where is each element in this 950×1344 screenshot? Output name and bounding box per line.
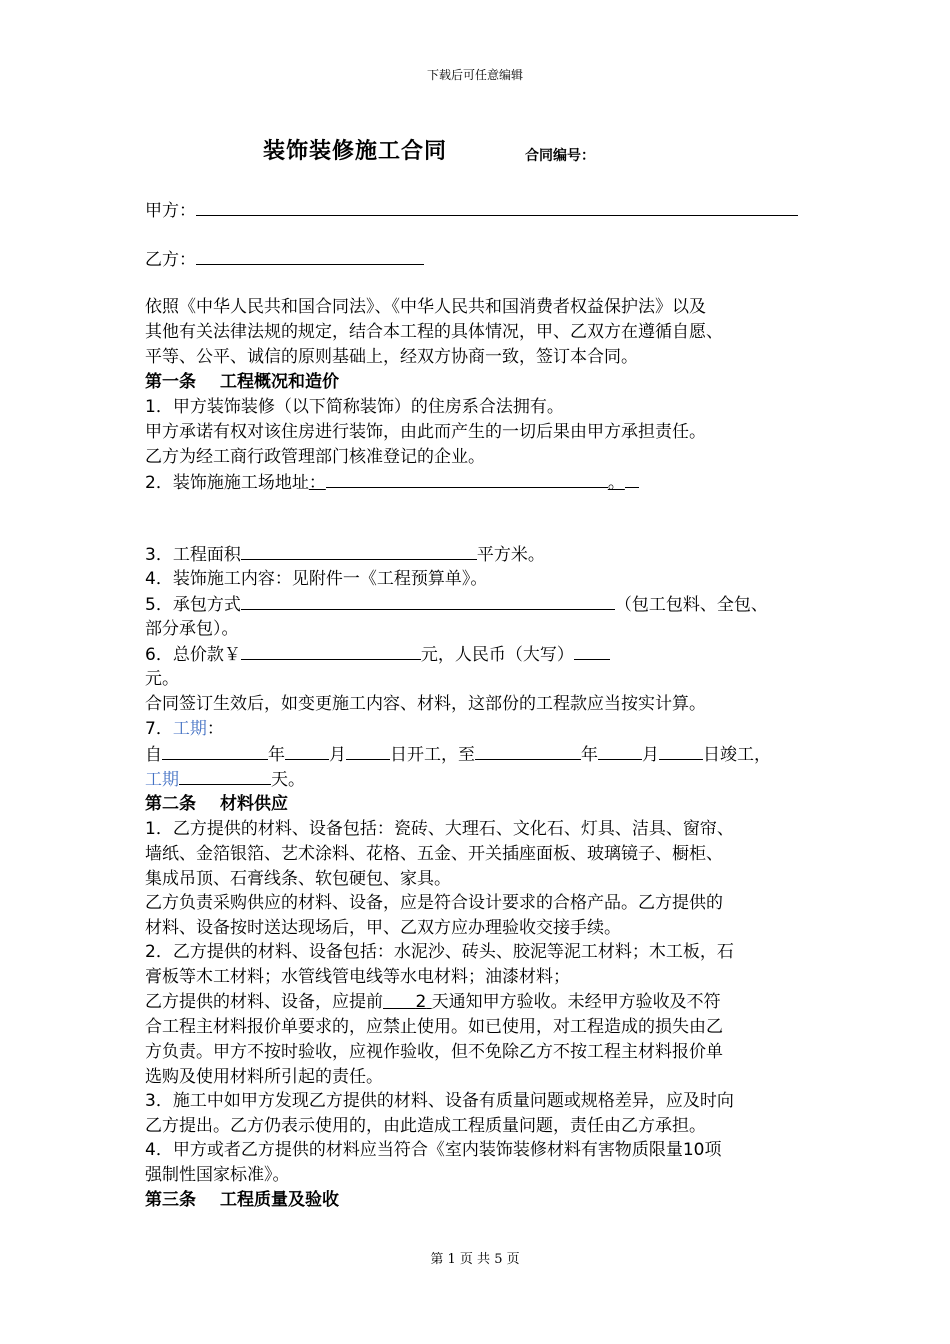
body-line: 3．施工中如甲方发现乙方提供的材料、设备有质量问题或规格差异，应及时向 bbox=[145, 1091, 734, 1111]
section-number: 第三条 bbox=[145, 1190, 196, 1210]
area-label: 3．工程面积 bbox=[145, 545, 241, 565]
section-title: 材料供应 bbox=[220, 794, 288, 814]
body-line: 1．甲方装饰装修（以下简称装饰）的住房系合法拥有。 bbox=[145, 397, 564, 417]
end-label: 日竣工， bbox=[703, 745, 771, 765]
body-line: 乙方为经工商行政管理部门核准登记的企业。 bbox=[145, 447, 485, 467]
contract-number-label: 合同编号： bbox=[525, 148, 595, 164]
period-colon: ： bbox=[206, 719, 224, 739]
contract-mode-line bbox=[145, 592, 768, 617]
body-line: 乙方负责采购供应的材料、设备，应是符合设计要求的合格产品。乙方提供的 bbox=[145, 893, 723, 913]
start-month-field[interactable] bbox=[285, 742, 329, 760]
period-label: 工期 bbox=[145, 770, 179, 790]
total-price-field[interactable] bbox=[241, 642, 421, 660]
period-dates-line bbox=[145, 742, 771, 767]
section-2-heading bbox=[145, 792, 288, 816]
body-line: 部分承包）。 bbox=[145, 619, 239, 639]
section-title: 工程概况和造价 bbox=[220, 372, 339, 392]
body-line: 1．乙方提供的材料、设备包括：瓷砖、大理石、文化石、灯具、洁具、窗帘、 bbox=[145, 819, 734, 839]
year-label: 年 bbox=[581, 745, 598, 765]
area-unit: 平方米。 bbox=[476, 545, 545, 565]
site-address-field[interactable] bbox=[326, 470, 608, 488]
body-line: 4．装饰施工内容：见附件一《工程预算单》。 bbox=[145, 569, 488, 589]
body-line: 2．乙方提供的材料、设备包括：水泥沙、砖头、胶泥等泥工材料；木工板，石 bbox=[145, 942, 734, 962]
intro-line: 依照《中华人民共和国合同法》、《中华人民共和国消费者权益保护法》以及 bbox=[145, 297, 706, 317]
party-a-field[interactable] bbox=[196, 198, 798, 216]
page-footer: 第 1 页 共 5 页 bbox=[430, 1252, 520, 1267]
days-unit: 天。 bbox=[271, 770, 305, 790]
body-line: 乙方提出。乙方仍表示使用的，由此造成工程质量问题，责任由乙方承担。 bbox=[145, 1116, 706, 1136]
notice-text: 天通知甲方验收。未经甲方验收及不符 bbox=[431, 992, 721, 1012]
body-line: 合同签订生效后，如变更施工内容、材料，这部份的工程款应当按实计算。 bbox=[145, 694, 706, 714]
party-b-label: 乙方： bbox=[145, 250, 196, 270]
section-1-heading bbox=[145, 370, 339, 394]
body-line: 合工程主材料报价单要求的，应禁止使用。如已使用，对工程造成的损失由乙 bbox=[145, 1017, 723, 1037]
section-number: 第一条 bbox=[145, 372, 196, 392]
party-b-line bbox=[145, 247, 424, 272]
contract-mode-label: 5．承包方式 bbox=[145, 595, 241, 615]
body-line: 选购及使用材料所引起的责任。 bbox=[145, 1067, 383, 1087]
site-address-label: 2．装饰施施工场地址 bbox=[145, 473, 309, 493]
start-year-field[interactable] bbox=[162, 742, 268, 760]
month-label: 月 bbox=[329, 745, 346, 765]
header-note: 下载后可任意编辑 bbox=[426, 68, 523, 82]
body-line: 强制性国家标准》。 bbox=[145, 1165, 290, 1185]
body-line: 集成吊顶、石膏线条、软包硬包、家具。 bbox=[145, 869, 451, 889]
from-label: 自 bbox=[145, 745, 162, 765]
site-address-end: 。 bbox=[607, 473, 625, 493]
intro-line: 平等、公平、诚信的原则基础上，经双方协商一致，签订本合同。 bbox=[145, 347, 638, 367]
end-day-field[interactable] bbox=[659, 742, 703, 760]
body-line: 墙纸、金箔银箔、艺术涂料、花格、五金、开关插座面板、玻璃镜子、橱柜、 bbox=[145, 844, 723, 864]
total-price-label: 6．总价款￥ bbox=[145, 645, 241, 665]
section-number: 第二条 bbox=[145, 794, 196, 814]
notice-days-value: 2 bbox=[415, 992, 427, 1012]
body-line: 4．甲方或者乙方提供的材料应当符合《室内装饰装修材料有害物质限量10项 bbox=[145, 1140, 722, 1160]
contract-mode-field[interactable] bbox=[241, 592, 615, 610]
section-3-heading bbox=[145, 1188, 339, 1212]
site-address-line bbox=[145, 470, 639, 495]
body-line: 材料、设备按时送达现场后，甲、乙双方应办理验收交接手续。 bbox=[145, 918, 621, 938]
document-title: 装饰装修施工合同 bbox=[263, 139, 448, 164]
area-field[interactable] bbox=[241, 542, 477, 560]
party-a-line bbox=[145, 198, 798, 223]
notice-days-field[interactable] bbox=[383, 992, 432, 1012]
period-days-line bbox=[145, 767, 305, 792]
party-a-label: 甲方： bbox=[145, 201, 196, 221]
start-day-field[interactable] bbox=[346, 742, 390, 760]
contract-mode-options: （包工包料、全包、 bbox=[614, 595, 768, 615]
end-year-field[interactable] bbox=[475, 742, 581, 760]
year-label: 年 bbox=[268, 745, 285, 765]
period-number: 7． bbox=[145, 719, 173, 739]
section-title: 工程质量及验收 bbox=[220, 1190, 339, 1210]
total-price-rmb-label: 元，人民币（大写） bbox=[420, 645, 574, 665]
body-line: 元。 bbox=[145, 669, 179, 689]
period-heading-line bbox=[145, 717, 224, 741]
month-label: 月 bbox=[642, 745, 659, 765]
body-line: 膏板等木工材料；水管线管电线等水电材料；油漆材料； bbox=[145, 967, 570, 987]
intro-line: 其他有关法律法规的规定，结合本工程的具体情况，甲、乙双方在遵循自愿、 bbox=[145, 322, 723, 342]
period-days-field[interactable] bbox=[179, 767, 271, 785]
area-line bbox=[145, 542, 545, 567]
site-address-tail bbox=[625, 470, 639, 488]
period-link: 工期 bbox=[172, 719, 207, 739]
party-b-field[interactable] bbox=[196, 247, 424, 265]
end-month-field[interactable] bbox=[598, 742, 642, 760]
notice-text: 乙方提供的材料、设备，应提前 bbox=[145, 992, 383, 1012]
body-line: 甲方承诺有权对该住房进行装饰，由此而产生的一切后果由甲方承担责任。 bbox=[145, 422, 706, 442]
total-price-line bbox=[145, 642, 610, 667]
notice-line bbox=[145, 990, 721, 1014]
body-line: 方负责。甲方不按时验收，应视作验收，但不免除乙方不按工程主材料报价单 bbox=[145, 1042, 723, 1062]
total-price-rmb-field[interactable] bbox=[574, 642, 610, 660]
start-label: 日开工，至 bbox=[390, 745, 475, 765]
site-address-colon: ： bbox=[308, 473, 326, 493]
